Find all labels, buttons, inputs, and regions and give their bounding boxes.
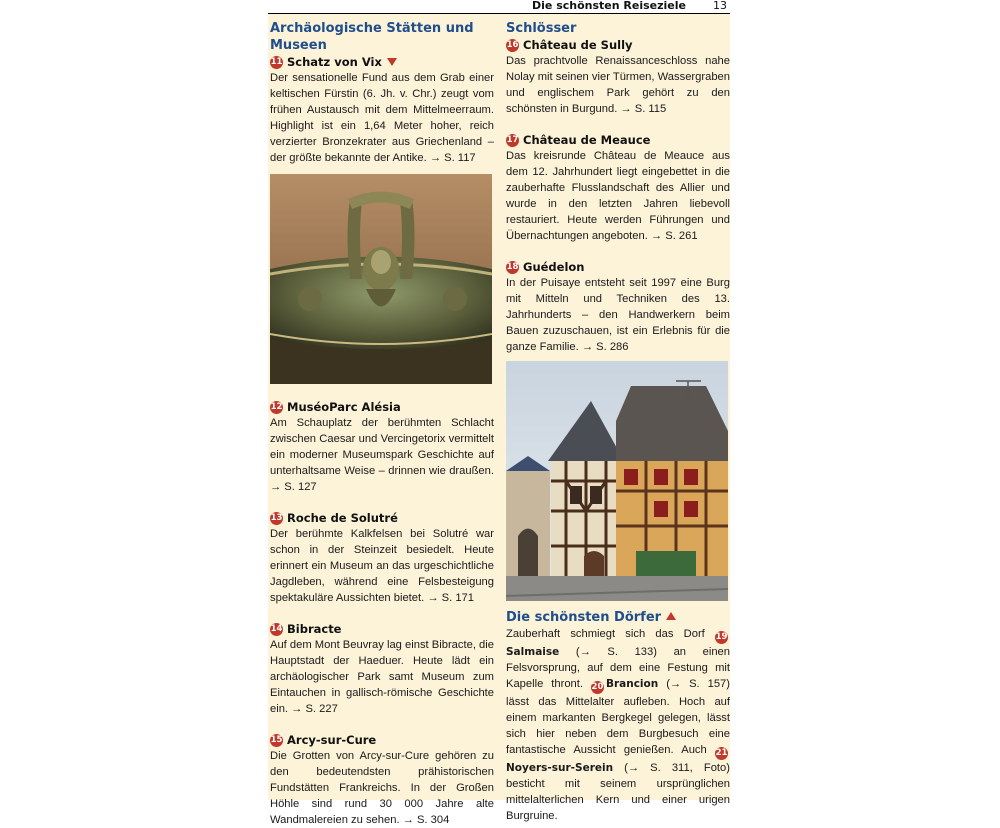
- place-name: Noyers-sur-Serein: [506, 762, 614, 774]
- running-header: [268, 0, 730, 14]
- number-badge: 15: [270, 734, 283, 745]
- place-name: Salmaise: [506, 646, 560, 658]
- entry-title: Schatz von Vix: [287, 55, 382, 69]
- entry-title: Château de Meauce: [523, 133, 651, 147]
- triangle-up-icon: [666, 612, 676, 620]
- entry-guedelon: [506, 259, 730, 355]
- entry-text: Die Grotten von Arcy-sur-Cure gehören zu den bedeutendsten prähistorischen Fundstätten Frankreichs. In der Großen Höhle sind rund 30 000 Jahre alte Wandmalereien zu sehen. → S. 304: [270, 750, 494, 826]
- entry-museoparc-alesia: [270, 399, 494, 495]
- entry-text: Das kreisrunde Château de Meauce aus dem 12. Jahrhundert liegt eingebettet in die zauberhafte Flusslandschaft des Allier und wurde in den letzten Jahren liebevoll restauriert. Heute werden Führungen und Übernachtungen angeboten. → S. 261: [506, 150, 730, 242]
- entry-text: Der sensationelle Fund aus dem Grab einer keltischen Fürstin (6. Jh. v. Chr.) zeugt vom frühen Austausch mit dem Mittelmeerraum. Highlight ist ein 1,64 Meter hoher, reich verzierter Bronzekrater aus Griechenland – der größte bekannte der Antike. → S. 117: [270, 72, 494, 164]
- page-number: 13: [713, 0, 727, 12]
- entry-chateau-de-sully: [506, 37, 730, 117]
- number-badge: 21: [715, 748, 728, 758]
- entry-title: Guédelon: [523, 260, 585, 274]
- entry-text: Das prachtvolle Renaissanceschloss nahe Nolay mit seinen vier Türmen, Wassergraben und englischem Park gehört zu den schönsten in Burgund. → S. 115: [506, 55, 730, 115]
- number-badge: 16: [506, 39, 519, 50]
- noyers-village-photo: [506, 361, 728, 601]
- number-badge: 13: [270, 512, 283, 523]
- villages-text: Zauberhaft schmiegt sich das Dorf 19Salmaise (→ S. 133) an einen Felsvorsprung, auf dem eine Festung mit Kapelle thront. 20 Brancion (→ S. 157) lässt das Mittelalter aufleben. Hoch auf einem markanten Bergkegel gelegen, lässt sich hier neben dem Burgbesuch eine fantastische Aussicht genießen. Auch 21Noyers-sur-Serein (→ S. 311, Foto) besticht mit seinem ursprünglichen mittelalterlichen Kern und einer urigen Burgruine.: [506, 628, 730, 822]
- number-badge: 11: [270, 56, 283, 67]
- vix-krater-photo: [270, 174, 492, 384]
- right-column: [506, 20, 730, 824]
- entry-arcy-sur-cure: [270, 732, 494, 828]
- left-column: [270, 20, 494, 828]
- entry-text: In der Puisaye entsteht seit 1997 eine Burg mit Mitteln und Techniken des 13. Jahrhunderts – den Handwerkern beim Bauen zuzuschauen, ist ein Erlebnis für die ganze Familie. → S. 286: [506, 277, 730, 353]
- entry-chateau-de-meauce: [506, 132, 730, 244]
- number-badge: 19: [715, 632, 728, 642]
- entry-title: MuséoParc Alésia: [287, 400, 401, 414]
- entry-text: Am Schauplatz der berühmten Schlacht zwischen Caesar und Vercingetorix vermittelt ein moderner Museumspark Geschichte auf unterhaltsame Weise – drinnen wie draußen. → S. 127: [270, 417, 494, 493]
- header-title: Die schönsten Reiseziele: [532, 0, 686, 12]
- entry-title: Château de Sully: [523, 38, 633, 52]
- entry-schatz-von-vix: [270, 54, 494, 166]
- number-badge: 20: [591, 682, 604, 692]
- entry-text: Der berühmte Kalkfelsen bei Solutré war schon in der Steinzeit besiedelt. Heute erinnert ein Museum an das urgeschichtliche Jagdleben, während eine Felsbesteigung spektakuläre Aussichten bietet. → S. 171: [270, 528, 494, 604]
- section-title-castles: Schlösser: [506, 21, 577, 36]
- entry-title: Bibracte: [287, 622, 342, 636]
- entry-title: Roche de Solutré: [287, 511, 398, 525]
- entry-title: Arcy-sur-Cure: [287, 733, 377, 747]
- entry-bibracte: [270, 621, 494, 717]
- number-badge: 17: [506, 134, 519, 145]
- entry-roche-de-solutre: [270, 510, 494, 606]
- section-title-villages: Die schönsten Dörfer: [506, 609, 730, 626]
- section-title-archaeology: Archäologische Stätten und Museen: [270, 21, 474, 53]
- number-badge: 12: [270, 401, 283, 412]
- place-name: Brancion: [605, 678, 659, 690]
- number-badge: 18: [506, 261, 519, 272]
- entry-text: Auf dem Mont Beuvray lag einst Bibracte, die Hauptstadt der Haeduer. Heute lädt ein archäologischer Park samt Museum zum Eintauchen in gallisch-römische Geschichte ein. → S. 227: [270, 639, 494, 715]
- triangle-down-icon: [387, 58, 397, 66]
- number-badge: 14: [270, 623, 283, 634]
- villages-section: [506, 609, 730, 824]
